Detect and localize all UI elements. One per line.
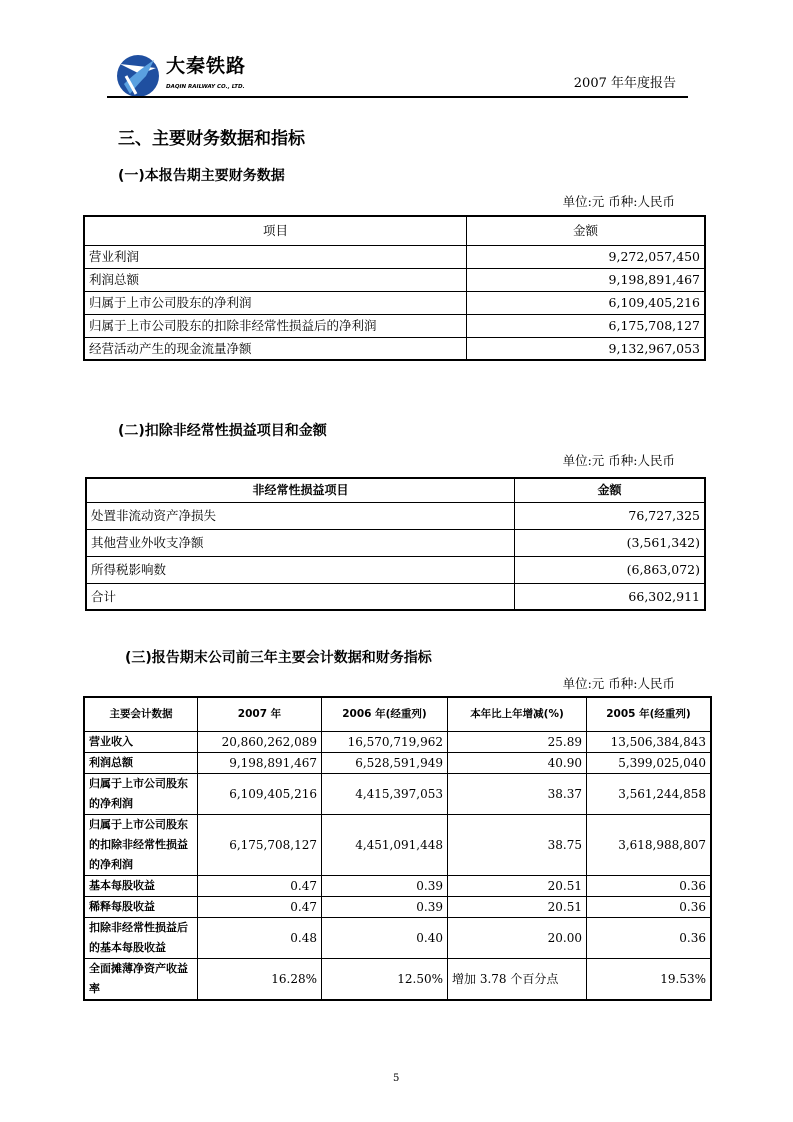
row-label: 全面摊薄净资产收益率 [84,959,198,1001]
row-label: 营业利润 [84,245,467,268]
cell-value: 0.40 [322,918,448,959]
column-header: 2007 年 [198,697,322,732]
cell-value: 6,528,591,949 [322,753,448,774]
cell-value: 4,451,091,448 [322,815,448,876]
page-number: 5 [393,1073,400,1084]
table-row [84,897,711,918]
cell-value: 4,415,397,053 [322,774,448,815]
row-label: 基本每股收益 [84,876,198,897]
cell-value: 20,860,262,089 [198,732,322,753]
cell-value: 16,570,719,962 [322,732,448,753]
cell-value: 20.51 [448,876,587,897]
cell-value: 12.50% [322,959,448,1001]
cell-value: 0.48 [198,918,322,959]
section2-title: (二)扣除非经常性损益项目和金额 [118,423,327,439]
cell-value: 5,399,025,040 [587,753,712,774]
cell-value: 0.39 [322,897,448,918]
column-header: 2005 年(经重列) [587,697,712,732]
cell-value: 6,109,405,216 [467,291,706,314]
cell-value: 9,198,891,467 [467,268,706,291]
table-row [84,732,711,753]
cell-value: 9,272,057,450 [467,245,706,268]
section3-unit: 单位:元 币种:人民币 [562,676,675,691]
column-header: 金额 [467,216,706,245]
row-label: 利润总额 [84,268,467,291]
table-row [86,529,705,556]
column-header: 2006 年(经重列) [322,697,448,732]
table-row [86,583,705,610]
cell-value: 20.51 [448,897,587,918]
section3-title: (三)报告期末公司前三年主要会计数据和财务指标 [125,650,432,666]
non-recurring-items-table [85,477,706,611]
row-label: 合计 [86,583,515,610]
header-divider [107,96,688,98]
cell-value: 66,302,911 [515,583,706,610]
table-row [84,268,705,291]
section1-unit: 单位:元 币种:人民币 [562,194,675,209]
row-label: 利润总额 [84,753,198,774]
column-header: 项目 [84,216,467,245]
company-logo-icon [116,54,160,98]
cell-value: 40.90 [448,753,587,774]
column-header: 主要会计数据 [84,697,198,732]
cell-value: 6,175,708,127 [467,314,706,337]
cell-value: 20.00 [448,918,587,959]
table-row [84,753,711,774]
three-year-data-table [83,696,712,1001]
cell-value: (3,561,342) [515,529,706,556]
cell-value: 6,175,708,127 [198,815,322,876]
page-title: 三、主要财务数据和指标 [118,129,305,149]
cell-value: 9,132,967,053 [467,337,706,360]
table-row [86,556,705,583]
cell-value: 76,727,325 [515,502,706,529]
cell-value: 0.36 [587,897,712,918]
cell-value: 3,561,244,858 [587,774,712,815]
row-label: 稀释每股收益 [84,897,198,918]
cell-value: 19.53% [587,959,712,1001]
row-label: 扣除非经常性损益后的基本每股收益 [84,918,198,959]
cell-value: 25.89 [448,732,587,753]
cell-value: 增加 3.78 个百分点 [448,959,587,1001]
row-label: 归属于上市公司股东的扣除非经常性损益后的净利润 [84,314,467,337]
table-row [84,918,711,959]
row-label: 所得税影响数 [86,556,515,583]
cell-value: 6,109,405,216 [198,774,322,815]
cell-value: 16.28% [198,959,322,1001]
cell-value: 38.75 [448,815,587,876]
table-row [84,774,711,815]
section2-unit: 单位:元 币种:人民币 [562,453,675,468]
logo-chinese-name: 大秦铁路 [166,55,247,77]
cell-value: 3,618,988,807 [587,815,712,876]
table-row [84,337,705,360]
column-header: 金额 [515,478,706,502]
row-label: 处置非流动资产净损失 [86,502,515,529]
main-financial-data-table [83,215,706,361]
row-label: 经营活动产生的现金流量净额 [84,337,467,360]
report-title: 2007 年年度报告 [573,76,676,91]
cell-value: (6,863,072) [515,556,706,583]
row-label: 归属于上市公司股东的扣除非经常性损益的净利润 [84,815,198,876]
column-header: 本年比上年增减(%) [448,697,587,732]
cell-value: 0.47 [198,897,322,918]
cell-value: 0.47 [198,876,322,897]
row-label: 归属于上市公司股东的净利润 [84,774,198,815]
table-row [84,314,705,337]
cell-value: 0.36 [587,876,712,897]
table-row [84,815,711,876]
row-label: 归属于上市公司股东的净利润 [84,291,467,314]
table-row [84,245,705,268]
table-row [86,502,705,529]
section1-title: (一)本报告期主要财务数据 [118,168,285,184]
cell-value: 0.39 [322,876,448,897]
cell-value: 0.36 [587,918,712,959]
cell-value: 38.37 [448,774,587,815]
cell-value: 9,198,891,467 [198,753,322,774]
cell-value: 13,506,384,843 [587,732,712,753]
row-label: 其他营业外收支净额 [86,529,515,556]
column-header: 非经常性损益项目 [86,478,515,502]
logo-english-name: DAQIN RAILWAY CO., LTD. [166,84,245,90]
table-row [84,876,711,897]
table-row [84,959,711,1001]
row-label: 营业收入 [84,732,198,753]
table-row [84,291,705,314]
